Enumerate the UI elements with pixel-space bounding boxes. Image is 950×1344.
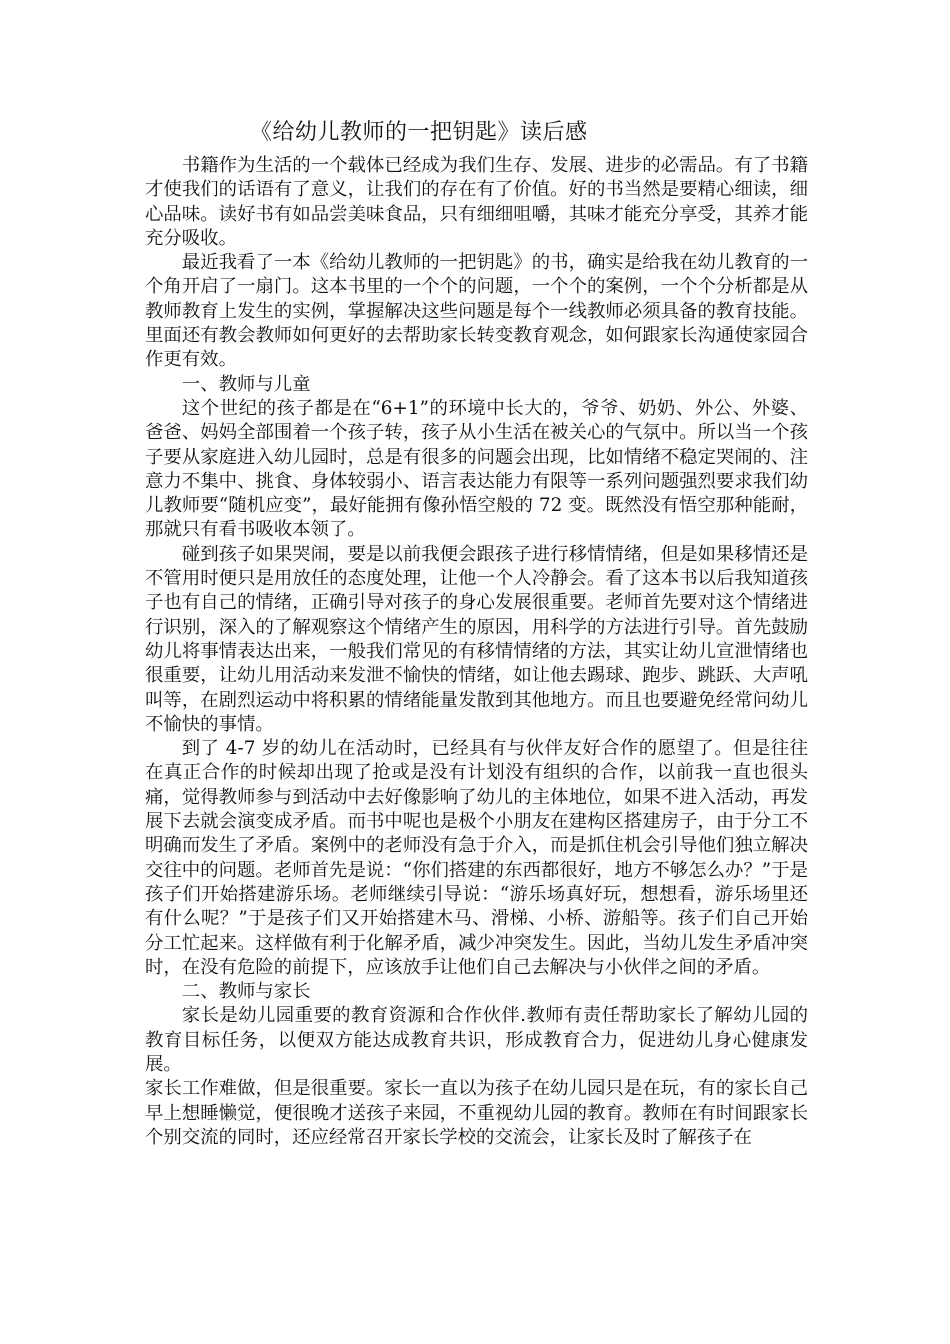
paragraph-parents-resource: 家长是幼儿园重要的教育资源和合作伙伴.教师有责任帮助家长了解幼儿园的教育目标任务，以便双方能达成教育共识，形成教育合力，促进幼儿身心健康发展。: [145, 1005, 808, 1075]
document-title: 《给幼儿教师的一把钥匙》读后感: [250, 120, 588, 145]
paragraph-book-intro: 最近我看了一本《给幼儿教师的一把钥匙》的书，确实是给我在幼儿教育的一个角开启了一扇门。这本书里的一个个的问题，一个个的案例，一个个分析都是从教师教育上发生的实例，掌握解决这些问题是每个一线教师必须具备的教育技能。里面还有教会教师如何更好的去帮助家长转变教育观念，如何跟家长沟通使家园合作更有效。: [145, 252, 808, 371]
paragraph-parent-work: 家长工作难做，但是很重要。家长一直以为孩子在幼儿园只是在玩，有的家长自己早上想睡懒觉，便很晚才送孩子来园，不重视幼儿园的教育。教师在有时间跟家长个别交流的同时，还应经常召开家长学校的交流会，让家长及时了解孩子在: [145, 1078, 808, 1148]
paragraph-6plus1: 这个世纪的孩子都是在“6+1”的环境中长大的，爷爷、奶奶、外公、外婆、爸爸、妈妈全部围着一个孩子转，孩子从小生活在被关心的气氛中。所以当一个孩子要从家庭进入幼儿园时，总是有很多的问题会出现，比如情绪不稳定哭闹的、注意力不集中、挑食、身体较弱小、语言表达能力有限等一系列问题强烈要求我们幼儿教师要“随机应变”，最好能拥有像孙悟空般的 72 变。既然没有悟空那种能耐，那就只有看书吸收本领了。: [145, 397, 808, 541]
paragraph-cooperation: 到了 4-7 岁的幼儿在活动时，已经具有与伙伴友好合作的愿望了。但是往往在真正合作的时候却出现了抢或是没有计划没有组织的合作，以前我一直也很头痛，觉得教师参与到活动中去好像影响了幼儿的主体地位，如果不进入活动，再发展下去就会演变成矛盾。而书中呢也是极个小朋友在建构区搭建房子，由于分工不明确而发生了矛盾。案例中的老师没有急于介入，而是抓住机会引导他们独立解决交往中的问题。老师首先是说：“你们搭建的东西都很好，地方不够怎么办？”于是孩子们开始搭建游乐场。老师继续引导说：“游乐场真好玩，想想看，游乐场里还有什么呢？”于是孩子们又开始搭建木马、滑梯、小桥、游船等。孩子们自己开始分工忙起来。这样做有利于化解矛盾，减少冲突发生。因此，当幼儿发生矛盾冲突时，在没有危险的前提下，应该放手让他们自己去解决与小伙伴之间的矛盾。: [145, 738, 808, 978]
section-heading-teacher-child: 一、教师与儿童: [181, 373, 311, 395]
paragraph-crying: 碰到孩子如果哭闹，要是以前我便会跟孩子进行移情情绪，但是如果移情还是不管用时便只是用放任的态度处理，让他一个人冷静会。看了这本书以后我知道孩子也有自己的情绪，正确引导对孩子的身心发展很重要。老师首先要对这个情绪进行识别，深入的了解观察这个情绪产生的原因，用科学的方法进行引导。首先鼓励幼儿将事情表达出来，一般我们常见的有移情情绪的方法，其实让幼儿宣泄情绪也很重要，让幼儿用活动来发泄不愉快的情绪，如让他去踢球、跑步、跳跃、大声吼叫等，在剧烈运动中将积累的情绪能量发散到其他地方。而且也要避免经常问幼儿不愉快的事情。: [145, 543, 808, 735]
paragraph-intro: 书籍作为生活的一个载体已经成为我们生存、发展、进步的必需品。有了书籍才使我们的话语有了意义，让我们的存在有了价值。好的书当然是要精心细读，细心品味。读好书有如品尝美味食品，只有细细咀嚼，其味才能充分享受，其养才能充分吸收。: [145, 155, 808, 249]
section-heading-teacher-parent: 二、教师与家长: [181, 981, 311, 1003]
document-page: [145, 118, 808, 1150]
